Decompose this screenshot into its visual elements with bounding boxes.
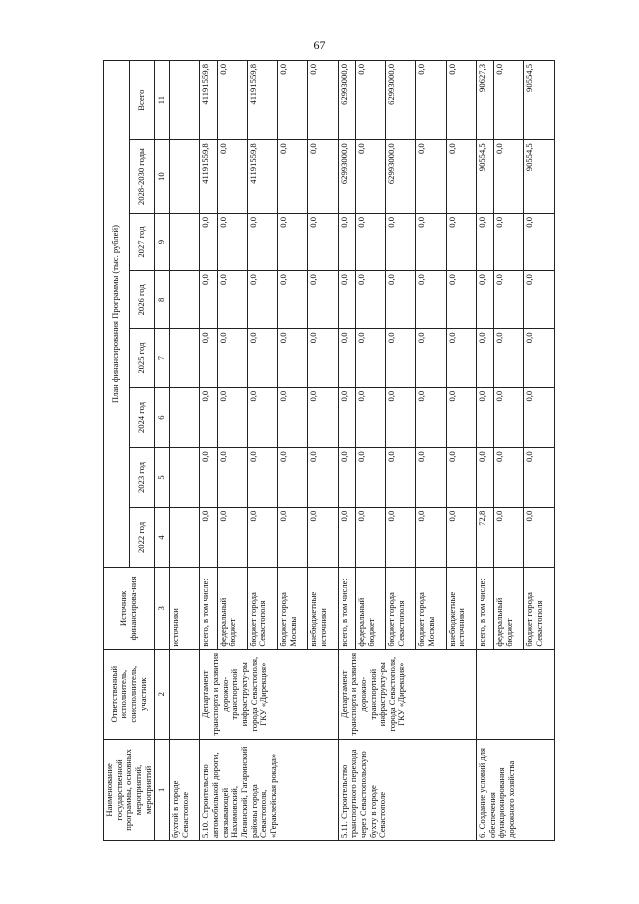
year-value-cell: 0,0: [477, 329, 494, 387]
year-value-cell: 0,0: [446, 329, 476, 387]
total-value-cell: 0,0: [217, 61, 247, 140]
year-value-cell: 90554,5: [524, 140, 554, 214]
index-cell: 11: [155, 61, 170, 140]
year-value-cell: 0,0: [416, 387, 446, 448]
year-value-cell: 0,0: [200, 448, 217, 507]
header-year: 2025 год: [129, 329, 155, 387]
year-value-cell: 0,0: [217, 213, 247, 270]
executor-name: Департамент транспорта и развития дорожно-транспортной инфраструкту-ры города Севастополя, ГКУ «Дирекция»: [338, 649, 476, 739]
year-value-cell: 0,0: [217, 140, 247, 214]
total-value-cell: 62993000,0: [338, 61, 355, 140]
year-value-cell: 0,0: [416, 213, 446, 270]
year-value-cell: 0,0: [338, 271, 355, 329]
year-value-cell: 41191559,8: [247, 140, 277, 214]
total-value-cell: 41191559,8: [247, 61, 277, 140]
year-value-cell: 0,0: [278, 387, 308, 448]
year-value-cell: 0,0: [308, 271, 338, 329]
year-value-cell: 0,0: [477, 213, 494, 270]
year-value-cell: [170, 507, 200, 568]
year-value-cell: [170, 387, 200, 448]
executor-name: [170, 649, 200, 739]
total-value-cell: 0,0: [416, 61, 446, 140]
year-value-cell: 0,0: [338, 387, 355, 448]
year-value-cell: 0,0: [386, 213, 416, 270]
year-value-cell: 0,0: [446, 140, 476, 214]
year-value-cell: 0,0: [494, 507, 524, 568]
executor-name: Департамент транспорта и развития дорожно-транспортной инфраструкту-ры города Севастополя, ГКУ «Дирекция»: [200, 649, 338, 739]
funding-source: всего, в том числе:: [338, 568, 355, 649]
year-value-cell: 0,0: [200, 329, 217, 387]
index-cell: 6: [155, 387, 170, 448]
year-value-cell: 0,0: [278, 271, 308, 329]
year-value-cell: 41191559,8: [200, 140, 217, 214]
header-row-1: [104, 61, 130, 841]
year-value-cell: 0,0: [200, 507, 217, 568]
year-value-cell: 0,0: [217, 387, 247, 448]
program-item-name: 6. Создание условий для обеспечения функционирования дорожного хозяйства: [477, 739, 555, 840]
index-cell: 10: [155, 140, 170, 214]
year-value-cell: [170, 329, 200, 387]
year-value-cell: 0,0: [308, 213, 338, 270]
year-value-cell: 0,0: [338, 448, 355, 507]
year-value-cell: 0,0: [386, 329, 416, 387]
year-value-cell: 0,0: [524, 329, 554, 387]
year-value-cell: 0,0: [416, 329, 446, 387]
year-value-cell: 0,0: [338, 507, 355, 568]
funding-source: источники: [170, 568, 200, 649]
year-value-cell: 62993000,0: [338, 140, 355, 214]
index-cell: 4: [155, 507, 170, 568]
table-body: [170, 61, 555, 841]
total-value-cell: 0,0: [278, 61, 308, 140]
year-value-cell: 0,0: [338, 213, 355, 270]
year-value-cell: 0,0: [355, 271, 385, 329]
year-value-cell: 0,0: [278, 507, 308, 568]
year-value-cell: 0,0: [308, 387, 338, 448]
total-value-cell: 0,0: [308, 61, 338, 140]
rotated-table: [103, 60, 545, 841]
table-row: [338, 61, 355, 841]
header-year: 2023 год: [129, 448, 155, 507]
year-value-cell: 0,0: [355, 387, 385, 448]
total-value-cell: 0,0: [355, 61, 385, 140]
header-source: Источник финансирова-ния: [104, 568, 155, 649]
year-value-cell: 0,0: [200, 213, 217, 270]
funding-source: всего, в том числе:: [477, 568, 494, 649]
index-cell: 2: [155, 649, 170, 739]
year-value-cell: 0,0: [494, 271, 524, 329]
funding-source: бюджет города Москвы: [278, 568, 308, 649]
funding-source: федеральный бюджет: [494, 568, 524, 649]
funding-source: всего, в том числе:: [200, 568, 217, 649]
year-value-cell: 0,0: [217, 329, 247, 387]
header-program-name: Наименование государственной программы, основных мероприятий, мероприятий: [104, 739, 155, 840]
year-value-cell: 0,0: [477, 448, 494, 507]
header-executor: Ответственный исполнитель, соисполнитель, участник: [104, 649, 155, 739]
header-year: 2026 год: [129, 271, 155, 329]
header-year: 2022 год: [129, 507, 155, 568]
total-value-cell: 0,0: [446, 61, 476, 140]
total-value-cell: 41191559,8: [200, 61, 217, 140]
year-value-cell: 0,0: [494, 213, 524, 270]
program-item-name: 5.11. Строительство транспортного перехода через Севастопольскую бухту в городе Севастополе: [338, 739, 476, 840]
total-value-cell: 90554,5: [524, 61, 554, 140]
year-value-cell: 0,0: [446, 507, 476, 568]
year-value-cell: 0,0: [524, 213, 554, 270]
funding-source: федеральный бюджет: [217, 568, 247, 649]
year-value-cell: 72,8: [477, 507, 494, 568]
year-value-cell: 0,0: [247, 448, 277, 507]
financing-table: [103, 60, 555, 841]
year-value-cell: 0,0: [477, 271, 494, 329]
year-value-cell: 0,0: [308, 507, 338, 568]
year-value-cell: 0,0: [494, 448, 524, 507]
header-index-row: [155, 61, 170, 841]
year-value-cell: 0,0: [308, 329, 338, 387]
year-value-cell: 0,0: [416, 507, 446, 568]
header-year: 2028-2030 годы: [129, 140, 155, 214]
year-value-cell: 0,0: [524, 507, 554, 568]
year-value-cell: 0,0: [446, 387, 476, 448]
year-value-cell: 0,0: [494, 140, 524, 214]
year-value-cell: 0,0: [217, 271, 247, 329]
header-year: 2024 год: [129, 387, 155, 448]
year-value-cell: 0,0: [477, 387, 494, 448]
funding-source: бюджет города Москвы: [416, 568, 446, 649]
total-value-cell: 62993000,0: [386, 61, 416, 140]
table-row: [477, 61, 494, 841]
index-cell: 7: [155, 329, 170, 387]
year-value-cell: [170, 140, 200, 214]
funding-source: внебюджетные источники: [446, 568, 476, 649]
year-value-cell: 62993000,0: [386, 140, 416, 214]
year-value-cell: 0,0: [416, 140, 446, 214]
year-value-cell: 0,0: [494, 329, 524, 387]
index-cell: 5: [155, 448, 170, 507]
year-value-cell: 0,0: [386, 387, 416, 448]
header-total: Всего: [129, 61, 155, 140]
funding-source: бюджет города Севастополя: [386, 568, 416, 649]
year-value-cell: 0,0: [355, 213, 385, 270]
year-value-cell: 0,0: [247, 271, 277, 329]
year-value-cell: 0,0: [386, 271, 416, 329]
funding-source: бюджет города Севастополя: [524, 568, 554, 649]
year-value-cell: [170, 448, 200, 507]
year-value-cell: 0,0: [355, 448, 385, 507]
year-value-cell: 0,0: [386, 448, 416, 507]
year-value-cell: 0,0: [247, 329, 277, 387]
funding-source: бюджет города Севастополя: [247, 568, 277, 649]
program-item-name: бухтой в городе Севастополе: [170, 739, 200, 840]
year-value-cell: 0,0: [278, 329, 308, 387]
year-value-cell: [170, 213, 200, 270]
year-value-cell: 0,0: [200, 271, 217, 329]
year-value-cell: 0,0: [338, 329, 355, 387]
year-value-cell: 0,0: [278, 448, 308, 507]
year-value-cell: 0,0: [278, 213, 308, 270]
year-value-cell: [170, 271, 200, 329]
year-value-cell: 0,0: [278, 140, 308, 214]
page-number: 67: [313, 38, 326, 52]
header-plan: План финансирования Программы (тыс. рублей): [104, 61, 130, 568]
year-value-cell: 0,0: [247, 387, 277, 448]
year-value-cell: 0,0: [446, 448, 476, 507]
year-value-cell: 0,0: [217, 448, 247, 507]
year-value-cell: 0,0: [494, 387, 524, 448]
year-value-cell: 0,0: [355, 140, 385, 214]
funding-source: федеральный бюджет: [355, 568, 385, 649]
year-value-cell: 0,0: [308, 448, 338, 507]
table-row: [170, 61, 200, 841]
year-value-cell: 0,0: [524, 448, 554, 507]
year-value-cell: 0,0: [416, 271, 446, 329]
year-value-cell: 90554,5: [477, 140, 494, 214]
index-cell: 9: [155, 213, 170, 270]
program-item-name: 5.10. Строительство автомобильной дороги, связывающей Нахимовский, Ленинский, Гагаринский районы города Севастополя, «Гераклейская рокада»: [200, 739, 338, 840]
index-cell: 3: [155, 568, 170, 649]
total-value-cell: [170, 61, 200, 140]
executor-name: [477, 649, 555, 739]
year-value-cell: 0,0: [524, 271, 554, 329]
year-value-cell: 0,0: [355, 329, 385, 387]
rotated-table-wrapper: [103, 60, 639, 838]
year-value-cell: 0,0: [416, 448, 446, 507]
year-value-cell: 0,0: [355, 507, 385, 568]
year-value-cell: 0,0: [308, 140, 338, 214]
index-cell: 8: [155, 271, 170, 329]
year-value-cell: 0,0: [386, 507, 416, 568]
total-value-cell: 0,0: [494, 61, 524, 140]
total-value-cell: 90627,3: [477, 61, 494, 140]
funding-source: внебюджетные источники: [308, 568, 338, 649]
table-row: [200, 61, 217, 841]
year-value-cell: 0,0: [247, 507, 277, 568]
year-value-cell: 0,0: [217, 507, 247, 568]
index-cell: 1: [155, 739, 170, 840]
header-year: 2027 год: [129, 213, 155, 270]
year-value-cell: 0,0: [200, 387, 217, 448]
year-value-cell: 0,0: [247, 213, 277, 270]
year-value-cell: 0,0: [524, 387, 554, 448]
year-value-cell: 0,0: [446, 213, 476, 270]
year-value-cell: 0,0: [446, 271, 476, 329]
